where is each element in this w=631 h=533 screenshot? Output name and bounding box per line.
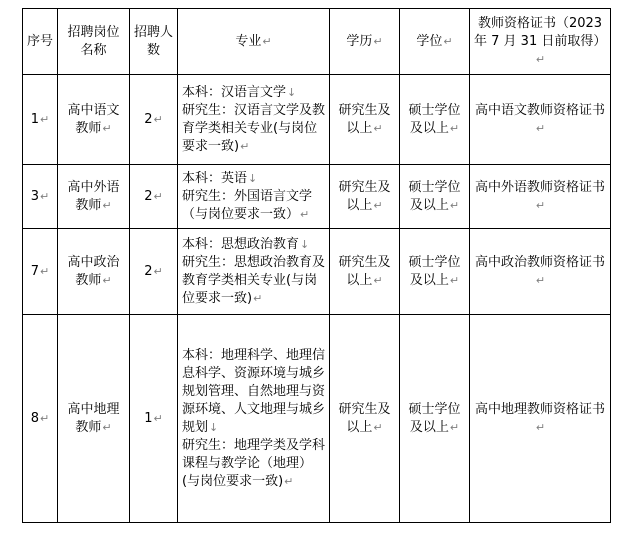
major-undergrad: 本科：英语↓: [182, 170, 258, 186]
cell-major: [178, 75, 330, 165]
table-header-row: [23, 9, 611, 75]
cell-position: 高中政治教师↵: [58, 229, 130, 315]
cell-education: 研究生及以上↵: [330, 229, 400, 315]
cell-seq: 1↵: [23, 75, 58, 165]
cell-major: [178, 165, 330, 229]
major-undergrad: 本科：汉语言文学↓: [182, 84, 297, 100]
header-major: 专业↵: [178, 9, 330, 75]
table-row: [23, 315, 611, 523]
major-graduate: 研究生：思想政治教育及教育学类相关专业(与岗位要求一致)↵: [182, 254, 326, 306]
cell-certificate: 高中外语教师资格证书↵: [470, 165, 611, 229]
header-education: 学历↵: [330, 9, 400, 75]
cell-major: [178, 315, 330, 523]
cell-certificate: 高中政治教师资格证书↵: [470, 229, 611, 315]
cell-degree: 硕士学位及以上↵: [400, 165, 470, 229]
cell-education: 研究生及以上↵: [330, 165, 400, 229]
cell-count: 1↵: [130, 315, 178, 523]
cell-seq: 8↵: [23, 315, 58, 523]
table-row: [23, 229, 611, 315]
major-graduate: 研究生：地理学类及学科课程与教学论（地理）(与岗位要求一致)↵: [182, 437, 326, 489]
header-seq: 序号: [23, 9, 58, 75]
header-count: 招聘人数: [130, 9, 178, 75]
table-row: [23, 75, 611, 165]
cell-certificate: 高中地理教师资格证书↵: [470, 315, 611, 523]
major-graduate: 研究生：汉语言文学及教育学类相关专业(与岗位要求一致)↵: [182, 102, 326, 154]
major-undergrad: 本科：地理科学、地理信息科学、资源环境与城乡规划管理、自然地理与资源环境、人文地理与城乡规划↓: [182, 347, 326, 435]
cell-education: 研究生及以上↵: [330, 75, 400, 165]
cell-education: 研究生及以上↵: [330, 315, 400, 523]
cell-position: 高中外语教师↵: [58, 165, 130, 229]
table-row: [23, 165, 611, 229]
cell-degree: 硕士学位及以上↵: [400, 75, 470, 165]
cell-major: [178, 229, 330, 315]
cell-position: 高中语文教师↵: [58, 75, 130, 165]
major-graduate: 研究生：外国语言文学（与岗位要求一致）↵: [182, 188, 313, 222]
header-degree: 学位↵: [400, 9, 470, 75]
header-certificate: 教师资格证书（2023 年 7 月 31 日前取得）↵: [470, 9, 611, 75]
cell-seq: 7↵: [23, 229, 58, 315]
cell-seq: 3↵: [23, 165, 58, 229]
recruitment-table: [22, 8, 611, 523]
cell-count: 2↵: [130, 75, 178, 165]
cell-position: 高中地理教师↵: [58, 315, 130, 523]
cell-count: 2↵: [130, 229, 178, 315]
cell-degree: 硕士学位及以上↵: [400, 229, 470, 315]
major-undergrad: 本科：思想政治教育↓: [182, 236, 310, 252]
cell-certificate: 高中语文教师资格证书↵: [470, 75, 611, 165]
header-position: 招聘岗位名称: [58, 9, 130, 75]
cell-degree: 硕士学位及以上↵: [400, 315, 470, 523]
cell-count: 2↵: [130, 165, 178, 229]
